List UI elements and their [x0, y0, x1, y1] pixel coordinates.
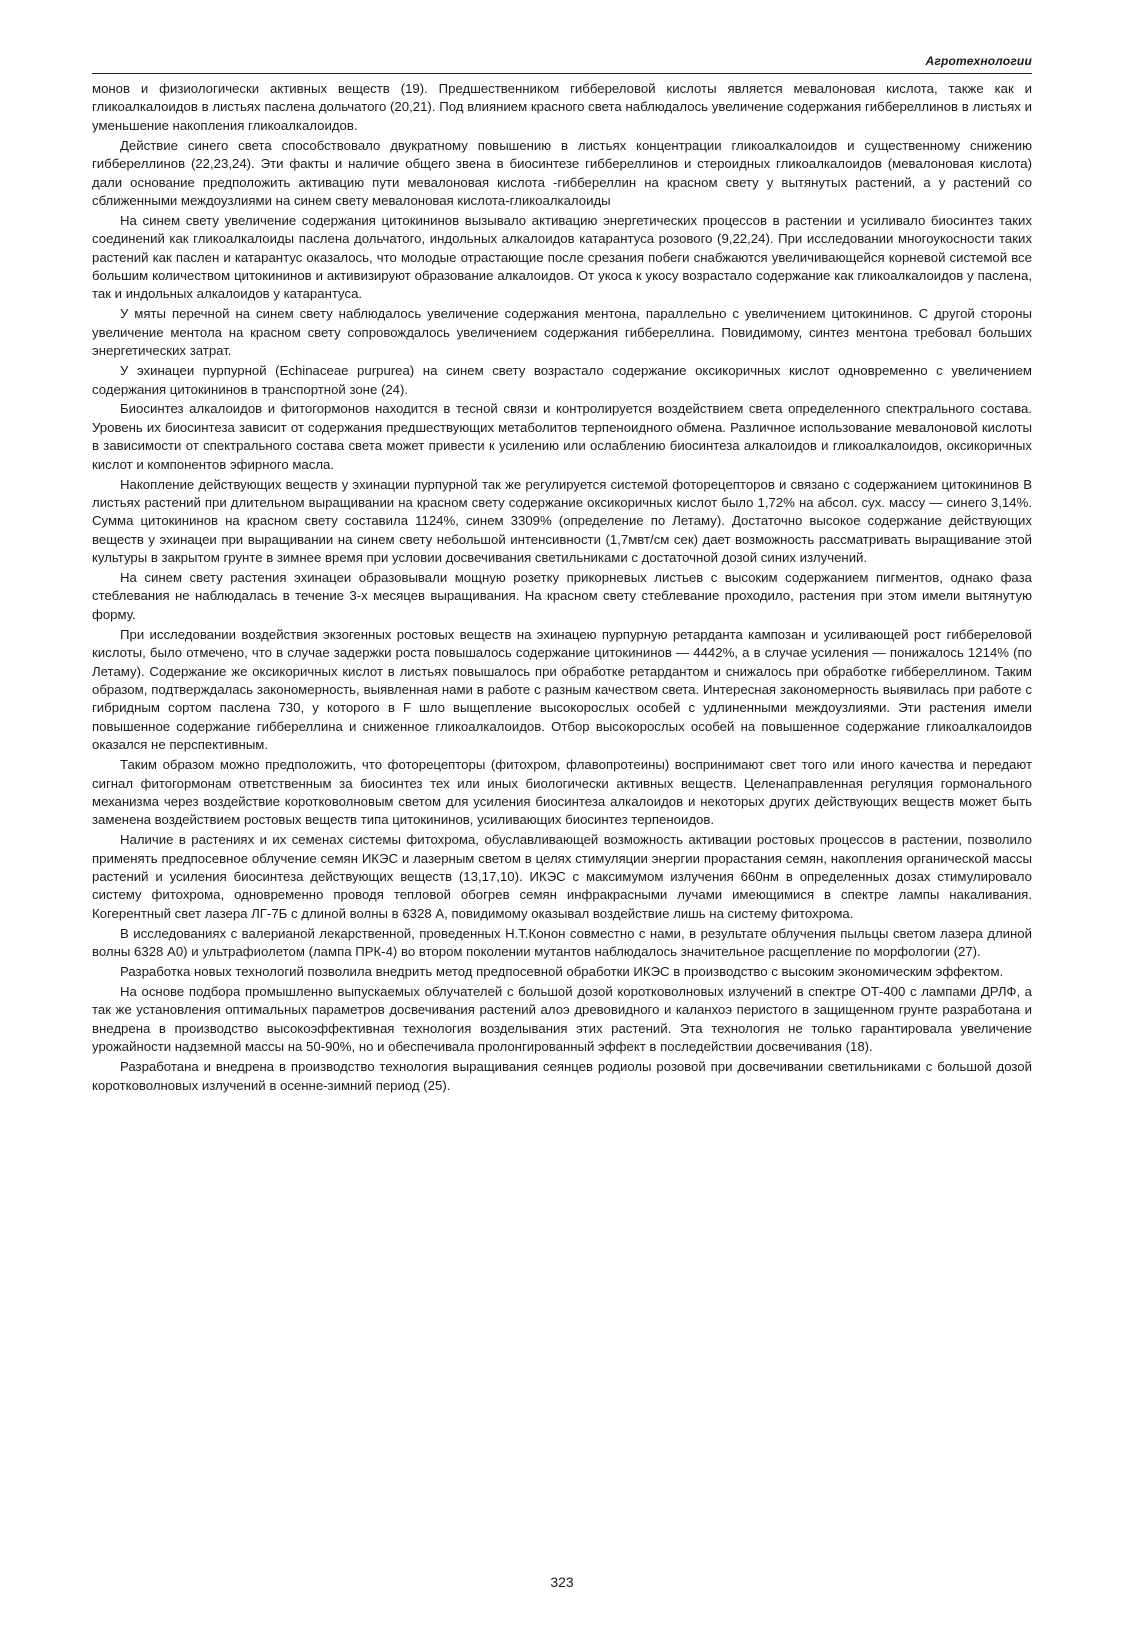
paragraph: У мяты перечной на синем свету наблюдалось увеличение содержания ментона, параллельно с увеличением цитокининов. С другой стороны увеличение ментола на красном свету сопровождалось увеличением содержания гиббереллина. Повидимому, синтез ментона требовал больших энергетических затрат.: [92, 306, 1032, 359]
paragraph: Накопление действующих веществ у эхинации пурпурной так же регулируется системой фоторецепторов и связано с содержанием цитокининов В листьях растений при длительном выращивании на красном свету содержание оксикоричных кислот было 1,72% на абсол. сух. массу — синего 3,14%. Сумма цитокининов на красном свету составила 1124%, синем 3309% (определение по Летаму). Достаточно высокое содержание действующих веществ у эхинацеи при выращивании на синем свету небольшой интенсивности (1,7мвт/см сек) дает возможность рассматривать выращивание этой культуры в закрытом грунте в зимнее время при условии досвечивания светильниками с достаточной дозой синих излучений.: [92, 476, 1032, 566]
header-rule: [92, 73, 1032, 74]
paragraph: Разработана и внедрена в производство технология выращивания сеянцев родиолы розовой при досвечивании светильниками с большой дозой коротковолновых излучений в осенне-зимний период (25).: [92, 1059, 1032, 1093]
paragraph: На основе подбора промышленно выпускаемых облучателей с большой дозой коротковолновых излучений в спектре ОТ-400 с лампами ДРЛФ, а так же установления оптимальных параметров досвечивания растений алоэ древовидного и каланхоэ перистого в защищенном грунте разработана и внедрена в производство высокоэффективная технология возделывания этих растений. Эта технология не только гарантировала увеличение урожайности надземной массы на 50-90%, но и обеспечивала пролонгированный эффект в последействии досвечивания (18).: [92, 984, 1032, 1055]
paragraph: Биосинтез алкалоидов и фитогормонов находится в тесной связи и контролируется воздействием света определенного спектрального состава. Уровень их биосинтеза зависит от содержания предшествующих метаболитов терпеноидного обмена. Различное использование мевалоновой кислоты в зависимости от спектрального состава света может привести к усилению или ослаблению биосинтеза алкалоидов и гликоалкалоидов, оксикоричных кислот и компонентов эфирного масла.: [92, 401, 1032, 472]
paragraph: Действие синего света способствовало двукратному повышению в листьях концентрации гликоалкалоидов и существенному снижению гиббереллинов (22,23,24). Эти факты и наличие общего звена в биосинтезе гиббереллинов и стероидных гликоалкалоидов (мевалоновая кислота) дали основание предположить активацию пути мевалоновая кислота -гиббереллин на красном свету у вытянутых растений, а у растений со сближенными междоузлиями на синем свету мевалоновая кислота-гликоалкалоиды: [92, 137, 1032, 208]
paragraph: На синем свету растения эхинацеи образовывали мощную розетку прикорневых листьев с высоким содержанием пигментов, однако фаза стеблевания не наблюдалась в течение 3-х месяцев выращивания. На красном свету стеблевание проходило, растения при этом имели вытянутую форму.: [92, 570, 1032, 622]
paragraph: У эхинацеи пурпурной (Echinaceae purpurea) на синем свету возрастало содержание оксикоричных кислот одновременно с увеличением содержания цитокининов в транспортной зоне (24).: [92, 363, 1032, 397]
paragraph: При исследовании воздействия экзогенных ростовых веществ на эхинацею пурпурную ретарданта кампозан и усиливающей рост гиббереловой кислоты, было отмечено, что в случае задержки роста повышалось содержание цитокининов — 4442%, а в случае усиления — понижалось 1214% (по Летаму). Содержание же оксикоричных кислот в листьях повышалось при обработке ретардантом и снижалось при обработке гиббереллином. Таким образом, подтверждалась закономерность, выявленная нами в работе с разным качеством света. Интересная закономерность выявилась при работе с гибридным сортом паслена 730, у которого в F шло выщепление высокорослых особей с удлиненными междоузлиями. Эти растения имели повышенное содержание гиббереллина и сниженное гликоалкалоидов. Отбор высокорослых особей на повышенное содержание гликоалкалоидов оказался не перспективным.: [92, 626, 1032, 753]
paragraph: Разработка новых технологий позволила внедрить метод предпосевной обработки ИКЭС в производство с высоким экономическим эффектом.: [120, 964, 1004, 980]
paragraph: Таким образом можно предположить, что фоторецепторы (фитохром, флавопротеины) воспринимают свет того или иного качества и передают сигнал фитогормонам ответственным за биосинтез тех или иных биологически активных веществ. Целенаправленная регуляция гормонального механизма через воздействие коротковолновым светом для усиления биосинтеза алкалоидов и некоторых других действующих веществ может быть заменена воздействием ростовых веществ типа цитокининов, усиливающих биосинтез терпеноидов.: [92, 757, 1032, 828]
article-body: [92, 80, 1032, 1096]
paragraph: На синем свету увеличение содержания цитокининов вызывало активацию энергетических процессов в растении и усиливало биосинтез таких соединений как гликоалкалоиды паслена дольчатого, индольных алкалоидов катарантуса розового (9,22,24). При исследовании многоукосности таких растений как паслен и катарантус оказалось, что молодые отрастающие после срезания побеги снабжаются увеличивающейся корневой системой все большим количеством цитокининов и активизируют образование алкалоидов. От укоса к укосу возрастало содержание как гликоалкалоидов у паслена, так и индольных алкалоидов у катарантуса.: [92, 212, 1032, 302]
page-number: 323: [550, 1574, 574, 1590]
paragraph: В исследованиях с валерианой лекарственной, проведенных Н.Т.Конон совместно с нами, в результате облучения пыльцы светом лазера длиной волны 6328 А0) и ультрафиолетом (лампа ПРК-4) во втором поколении мутантов наблюдалось значительное расщепление по морфологии (27).: [92, 925, 1032, 960]
running-head-section-title: Агротехнологии: [925, 54, 1032, 68]
paragraph-continuation: монов и физиологически активных веществ (19). Предшественником гиббереловой кислоты является мевалоновая кислота, также как и гликоалкалоидов в листьях паслена дольчатого (20,21). Под влиянием красного света наблюдалось увеличение содержания гиббереллинов в листьях и уменьшение накопления гликоалкалоидов.: [92, 81, 1032, 133]
paragraph: Наличие в растениях и их семенах системы фитохрома, обуславливающей возможность активации ростовых процессов в растении, позволило применять предпосевное облучение семян ИКЭС и лазерным светом в целях стимуляции энергии прорастания семян, накопления органической массы растений и усиления биосинтеза действующих веществ (13,17,10). ИКЭС с максимумом излучения 660нм в определенных дозах стимулировало систему фитохрома, одновременно проводя тепловой обогрев семян инфракрасными лучами имеющимися в спектре лампы накаливания. Когерентный свет лазера ЛГ-7Б с длиной волны в 6328 А, повидимому оказывал воздействие лишь на систему фитохрома.: [92, 832, 1032, 921]
